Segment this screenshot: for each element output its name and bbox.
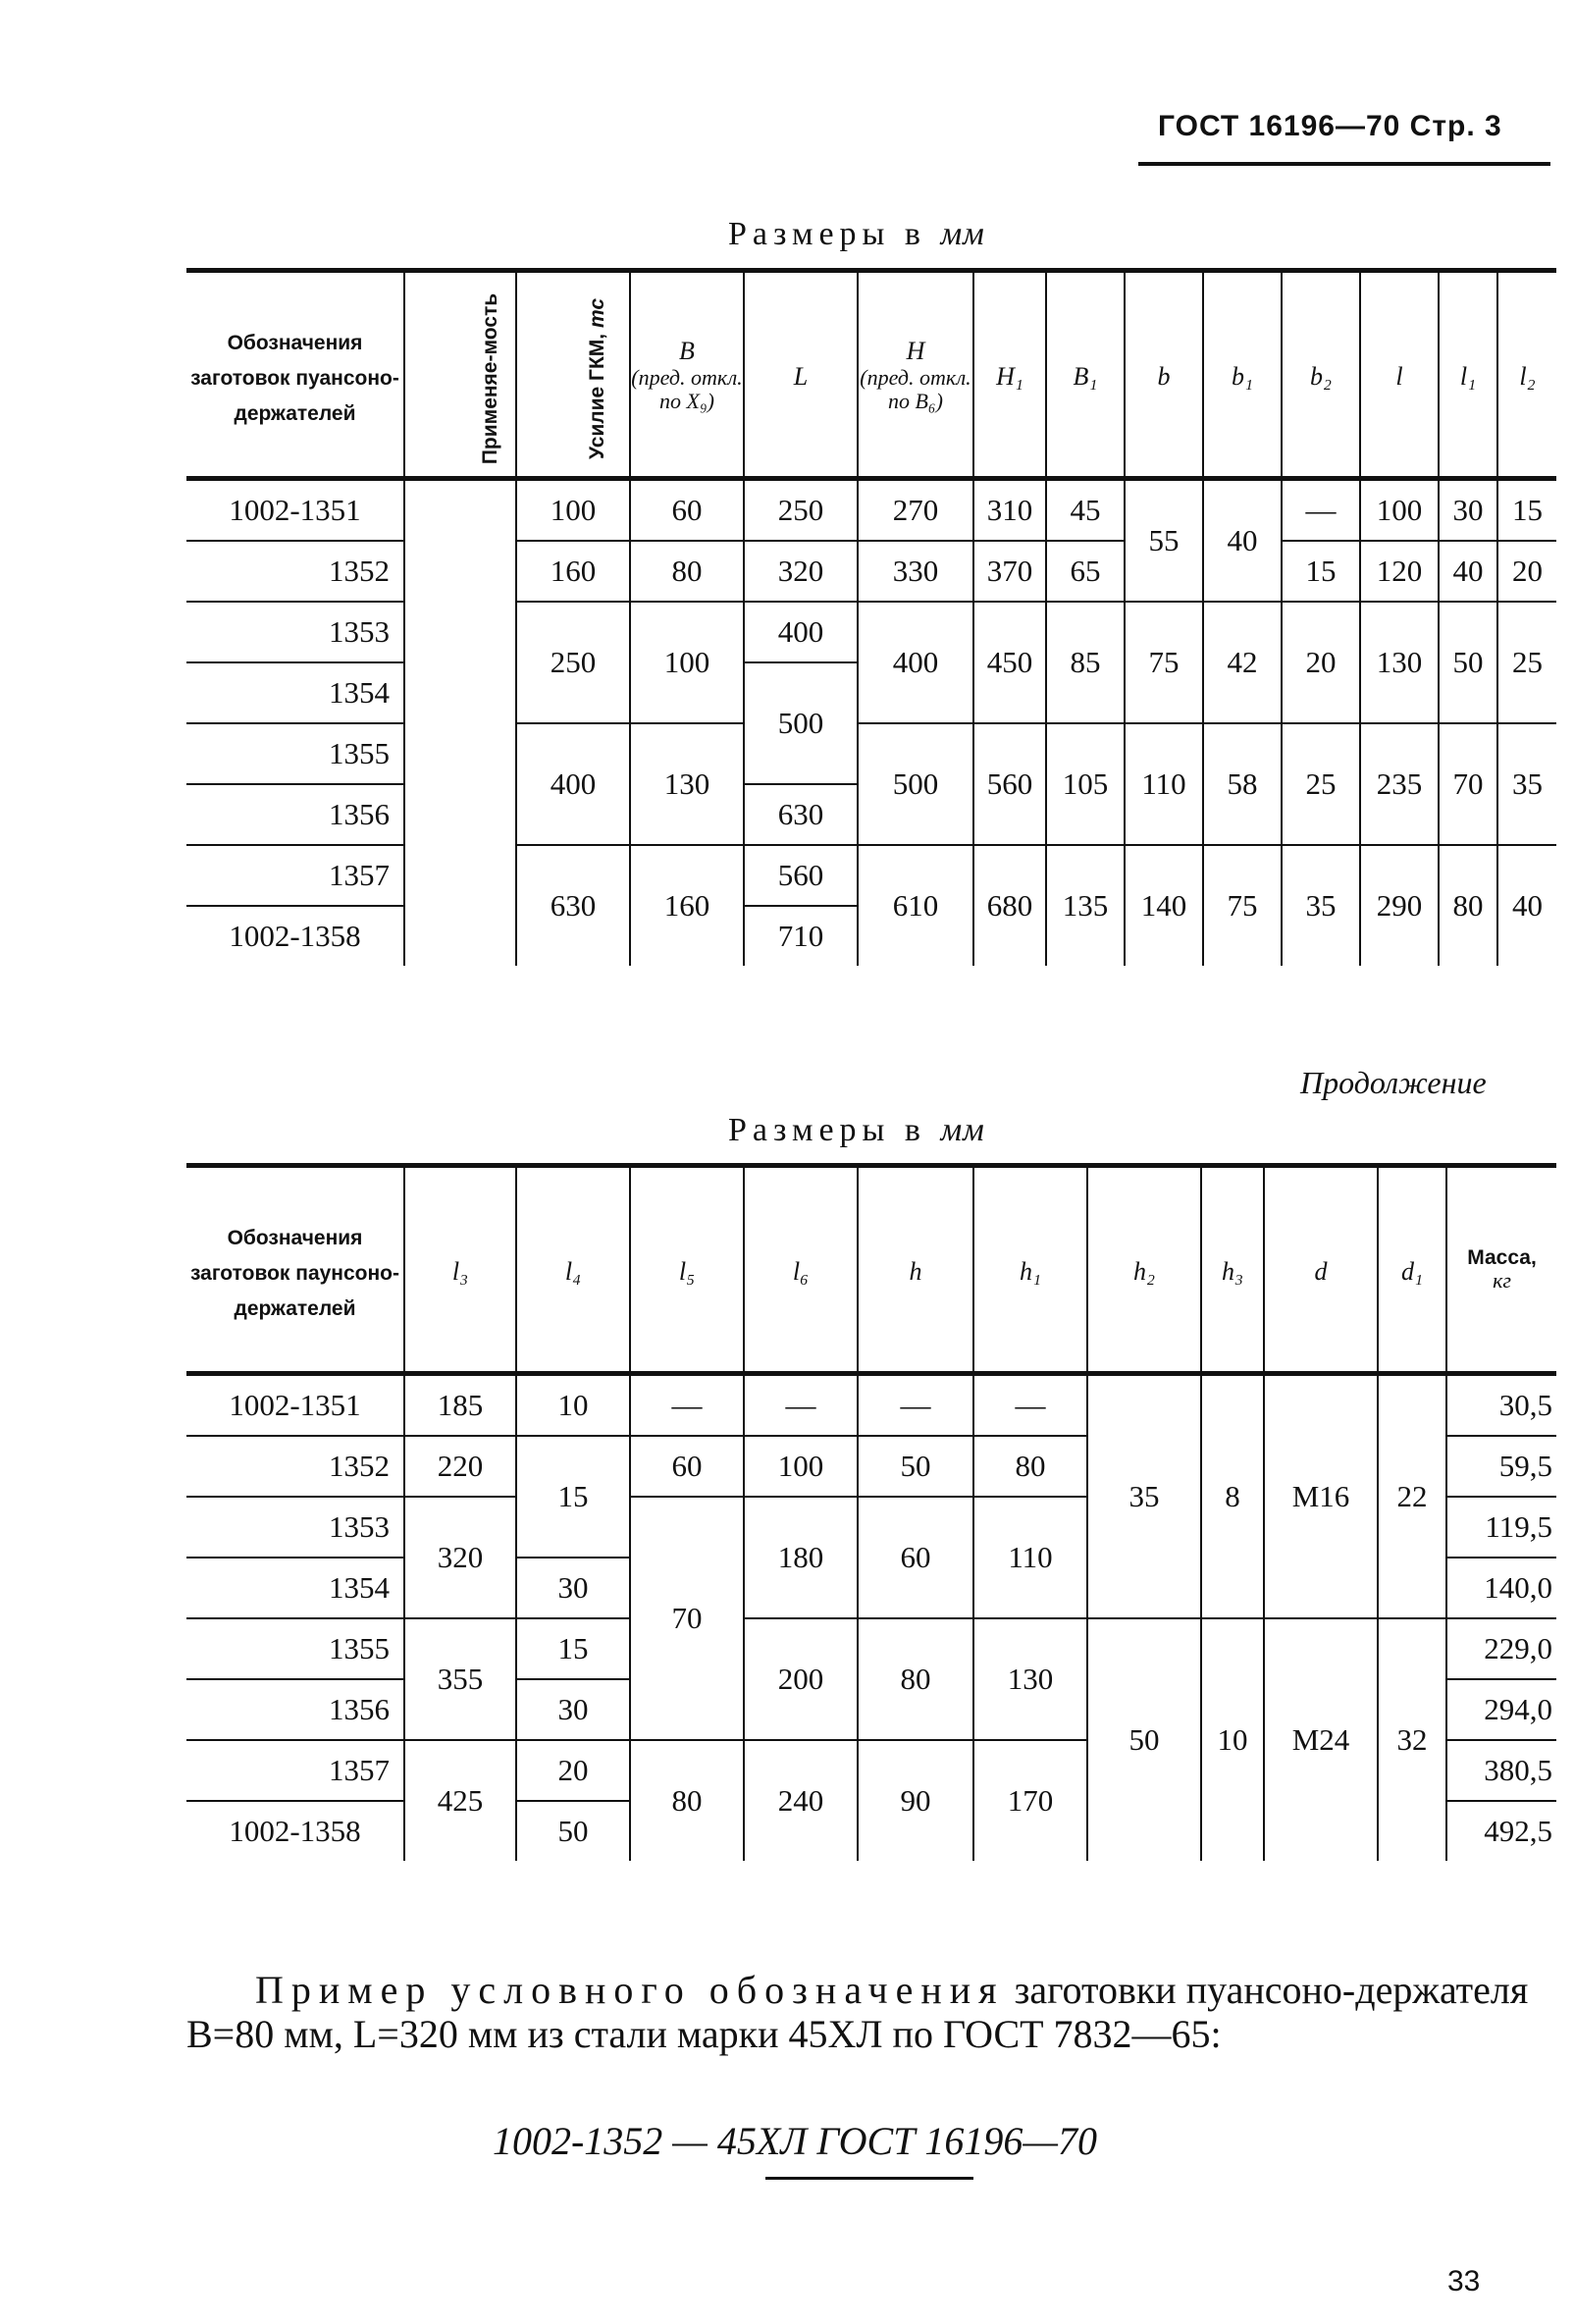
cell-l2: 20: [1497, 541, 1556, 602]
cell-L: 400: [744, 602, 858, 662]
header-rule: [1138, 162, 1550, 166]
header-B1: B₁: [1046, 271, 1125, 479]
cell-B: 160: [630, 845, 744, 966]
cell-l4: 10: [516, 1374, 630, 1437]
cell-h2: 50: [1087, 1618, 1201, 1861]
cell-l6: 100: [744, 1436, 858, 1497]
cell-b2: —: [1282, 479, 1360, 542]
cell-H: 400: [858, 602, 973, 723]
cell-l4: 30: [516, 1558, 630, 1618]
page-number: 33: [1447, 2265, 1481, 2298]
header-mass: Масса, кг: [1446, 1166, 1556, 1374]
cell-L: 250: [744, 479, 858, 542]
cell-H1: 560: [973, 723, 1046, 845]
header-h2: h₂: [1087, 1166, 1201, 1374]
header-d1: d₁: [1378, 1166, 1446, 1374]
cell-l3: 355: [404, 1618, 516, 1740]
row-designation: 1352: [186, 1436, 404, 1497]
row-designation: 1352: [186, 541, 404, 602]
cell-l5: 70: [630, 1497, 744, 1740]
table-row: [186, 1374, 1556, 1437]
cell-b1: 42: [1203, 602, 1282, 723]
cell-mass: 59,5: [1446, 1436, 1556, 1497]
cell-H1: 370: [973, 541, 1046, 602]
cell-mass: 229,0: [1446, 1618, 1556, 1679]
page-header: ГОСТ 16196—70 Стр. 3: [1158, 110, 1502, 142]
cell-L: 500: [744, 662, 858, 784]
cell-force: 630: [516, 845, 630, 966]
cell-B1: 85: [1046, 602, 1125, 723]
cell-H: 270: [858, 479, 973, 542]
table-2-caption: [728, 1112, 985, 1149]
cell-h3: 8: [1201, 1374, 1264, 1619]
cell-l6: 200: [744, 1618, 858, 1740]
cell-force: 100: [516, 479, 630, 542]
header-h3: h₃: [1201, 1166, 1264, 1374]
cell-l1: 40: [1439, 541, 1497, 602]
cell-B1: 45: [1046, 479, 1125, 542]
cell-b: 140: [1125, 845, 1203, 966]
cell-h1: 130: [973, 1618, 1087, 1740]
header-b1: b₁: [1203, 271, 1282, 479]
cell-force: 160: [516, 541, 630, 602]
example-designation: 1002-1352 — 45ХЛ ГОСТ 16196—70: [492, 2119, 1097, 2163]
cell-l5: 80: [630, 1740, 744, 1861]
cell-H: 330: [858, 541, 973, 602]
example-paragraph: [186, 1968, 1556, 2056]
applicability-cell: [404, 479, 516, 967]
table-1-header-row: [186, 271, 1556, 479]
cell-l3: 425: [404, 1740, 516, 1861]
cell-mass: 380,5: [1446, 1740, 1556, 1801]
cell-l1: 70: [1439, 723, 1497, 845]
row-designation: 1354: [186, 662, 404, 723]
header-force: Усилие ГКМ, тс: [516, 271, 630, 479]
cell-B: 80: [630, 541, 744, 602]
cell-l4: 15: [516, 1436, 630, 1558]
cell-l2: 40: [1497, 845, 1556, 966]
cell-l2: 35: [1497, 723, 1556, 845]
cell-h1: 170: [973, 1740, 1087, 1861]
cell-b1: 40: [1203, 479, 1282, 603]
cell-B: 100: [630, 602, 744, 723]
header-l4: l₄: [516, 1166, 630, 1374]
cell-force: 400: [516, 723, 630, 845]
end-rule: [765, 2177, 973, 2180]
row-designation: 1355: [186, 1618, 404, 1679]
cell-b2: 25: [1282, 723, 1360, 845]
cell-l1: 80: [1439, 845, 1497, 966]
cell-d1: 32: [1378, 1618, 1446, 1861]
header-b2: b₂: [1282, 271, 1360, 479]
cell-l2: 25: [1497, 602, 1556, 723]
cell-d1: 22: [1378, 1374, 1446, 1619]
header-l5: l₅: [630, 1166, 744, 1374]
row-designation: 1354: [186, 1558, 404, 1618]
dimensions-table-1: [186, 268, 1556, 966]
cell-b2: 20: [1282, 602, 1360, 723]
row-designation: 1002-1358: [186, 1801, 404, 1861]
cell-l2: 15: [1497, 479, 1556, 542]
cell-l4: 20: [516, 1740, 630, 1801]
header-H: H (пред. откл. по B₆): [858, 271, 973, 479]
table-row: [186, 1618, 1556, 1679]
cell-l5: 60: [630, 1436, 744, 1497]
cell-H: 610: [858, 845, 973, 966]
table-2-header-row: [186, 1166, 1556, 1374]
cell-b1: 58: [1203, 723, 1282, 845]
header-l: l: [1360, 271, 1439, 479]
cell-h: 50: [858, 1436, 973, 1497]
cell-l1: 50: [1439, 602, 1497, 723]
cell-B1: 105: [1046, 723, 1125, 845]
cell-l5: —: [630, 1374, 744, 1437]
header-b: b: [1125, 271, 1203, 479]
cell-B: 130: [630, 723, 744, 845]
cell-h2: 35: [1087, 1374, 1201, 1619]
cell-b: 55: [1125, 479, 1203, 603]
cell-l: 130: [1360, 602, 1439, 723]
header-B: B (пред. откл. по X₉): [630, 271, 744, 479]
header-designation: Обозначения заготовок пуансоно-держателей: [186, 271, 404, 479]
caption-text: Размеры в: [728, 216, 926, 252]
cell-L: 630: [744, 784, 858, 845]
cell-d: M16: [1264, 1374, 1378, 1619]
cell-mass: 30,5: [1446, 1374, 1556, 1437]
cell-l4: 30: [516, 1679, 630, 1740]
header-d: d: [1264, 1166, 1378, 1374]
cell-h: —: [858, 1374, 973, 1437]
continuation-label: Продолжение: [1300, 1065, 1487, 1100]
cell-L: 710: [744, 906, 858, 966]
cell-L: 560: [744, 845, 858, 906]
cell-force: 250: [516, 602, 630, 723]
cell-l: 235: [1360, 723, 1439, 845]
cell-h: 90: [858, 1740, 973, 1861]
cell-H1: 680: [973, 845, 1046, 966]
cell-l6: 240: [744, 1740, 858, 1861]
table-row: [186, 541, 1556, 602]
row-designation: 1353: [186, 1497, 404, 1558]
row-designation: 1002-1351: [229, 1388, 361, 1422]
caption-unit: мм: [940, 216, 985, 252]
cell-H1: 310: [973, 479, 1046, 542]
cell-B: 60: [630, 479, 744, 542]
cell-l6: —: [744, 1374, 858, 1437]
row-designation: 1357: [186, 1740, 404, 1801]
cell-mass: 492,5: [1446, 1801, 1556, 1861]
cell-l3: 185: [404, 1374, 516, 1437]
caption-text: Размеры в: [728, 1112, 926, 1148]
cell-b: 110: [1125, 723, 1203, 845]
cell-B1: 135: [1046, 845, 1125, 966]
cell-h1: 80: [973, 1436, 1087, 1497]
cell-mass: 119,5: [1446, 1497, 1556, 1558]
cell-l3: 320: [404, 1497, 516, 1618]
table-1-caption: [728, 216, 985, 253]
row-designation: 1356: [186, 1679, 404, 1740]
cell-l1: 30: [1439, 479, 1497, 542]
header-H1: H₁: [973, 271, 1046, 479]
row-designation: 1353: [186, 602, 404, 662]
cell-b: 75: [1125, 602, 1203, 723]
header-designation: Обозначения заготовок паунсоно-держателей: [186, 1166, 404, 1374]
cell-b2: 15: [1282, 541, 1360, 602]
header-L: L: [744, 271, 858, 479]
header-h1: h₁: [973, 1166, 1087, 1374]
header-l2: l₂: [1497, 271, 1556, 479]
row-designation: 1356: [186, 784, 404, 845]
row-designation: 1002-1358: [186, 906, 404, 966]
header-h: h: [858, 1166, 973, 1374]
cell-L: 320: [744, 541, 858, 602]
cell-l4: 15: [516, 1618, 630, 1679]
table-row: [186, 479, 1556, 542]
cell-B1: 65: [1046, 541, 1125, 602]
cell-d: M24: [1264, 1618, 1378, 1861]
cell-h1: —: [973, 1374, 1087, 1437]
table-row: [186, 845, 1556, 906]
cell-h3: 10: [1201, 1618, 1264, 1861]
cell-mass: 140,0: [1446, 1558, 1556, 1618]
cell-l: 100: [1360, 479, 1439, 542]
dimensions-table-2: [186, 1163, 1556, 1861]
row-designation: 1357: [186, 845, 404, 906]
cell-H: 500: [858, 723, 973, 845]
header-l6: l₆: [744, 1166, 858, 1374]
cell-h1: 110: [973, 1497, 1087, 1618]
header-l1: l₁: [1439, 271, 1497, 479]
cell-H1: 450: [973, 602, 1046, 723]
cell-h: 60: [858, 1497, 973, 1618]
cell-mass: 294,0: [1446, 1679, 1556, 1740]
cell-h: 80: [858, 1618, 973, 1740]
header-applicability: Применяе-мость: [404, 271, 516, 479]
row-designation: 1355: [186, 723, 404, 784]
example-lead: Пример условного обозначения: [255, 1968, 1005, 2012]
cell-l3: 220: [404, 1436, 516, 1497]
cell-l: 120: [1360, 541, 1439, 602]
row-designation: 1002-1351: [229, 493, 361, 527]
cell-b1: 75: [1203, 845, 1282, 966]
caption-unit: мм: [940, 1112, 985, 1148]
header-l3: l₃: [404, 1166, 516, 1374]
table-row: [186, 723, 1556, 784]
table-row: [186, 602, 1556, 662]
example-text: заготовки пуансоно-держателя B=80 мм, L=320 мм из стали марки 45ХЛ по ГОСТ 7832—65:: [186, 1968, 1529, 2056]
cell-l6: 180: [744, 1497, 858, 1618]
cell-l: 290: [1360, 845, 1439, 966]
cell-l4: 50: [516, 1801, 630, 1861]
cell-b2: 35: [1282, 845, 1360, 966]
